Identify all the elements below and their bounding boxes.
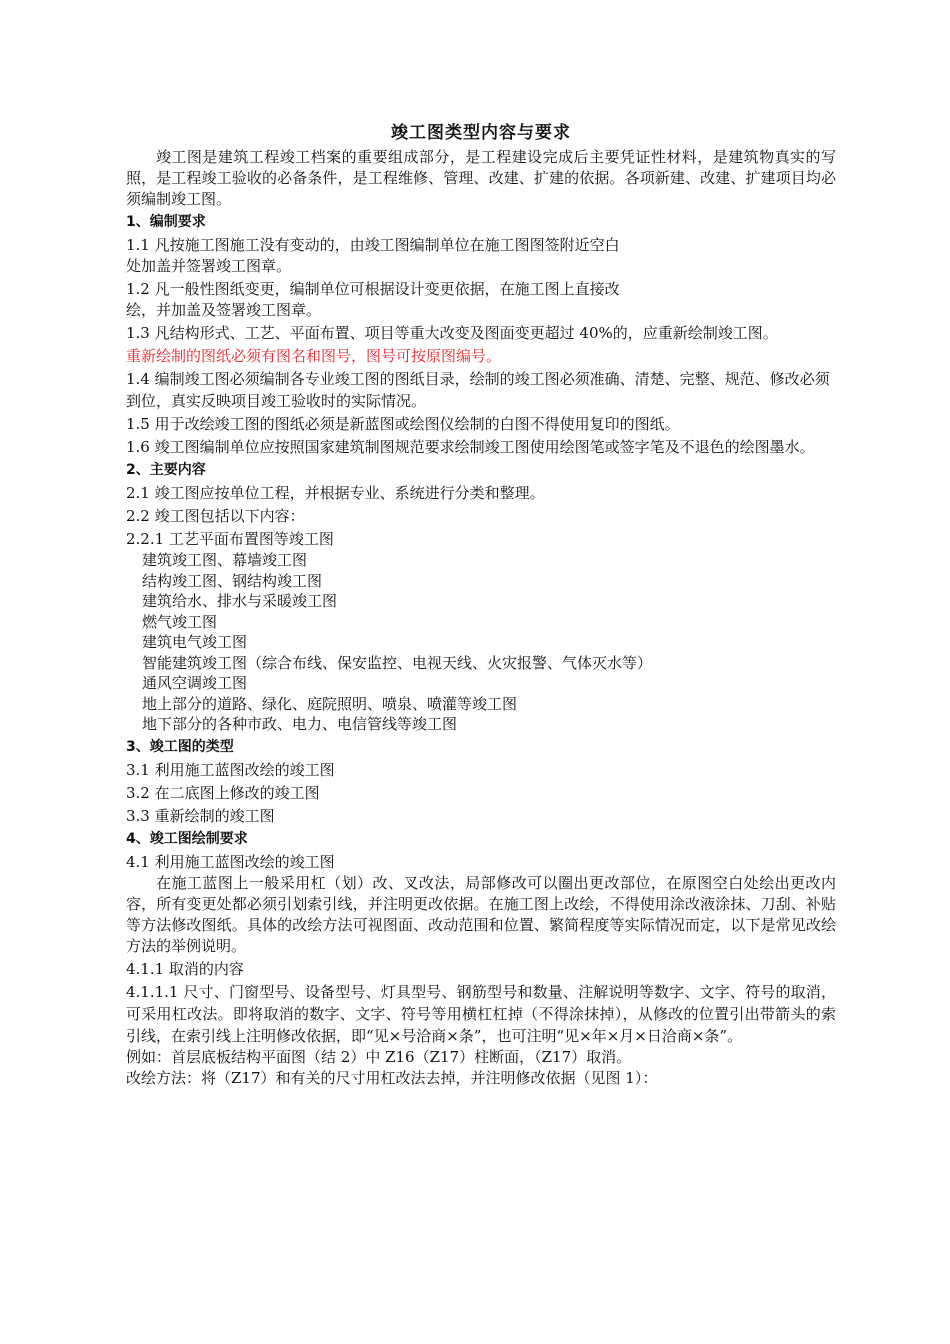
method-line: 改绘方法：将（Z17）和有关的尺寸用杠改法去掉，并注明修改依据（见图 1）： (126, 1068, 658, 1087)
item-1-1-line1: 1.1 凡按施工图施工没有变动的，由竣工图编制单位在施工图图签附近空白 (126, 236, 620, 254)
section-3-heading: 3、竣工图的类型 (126, 738, 234, 755)
item-3-2: 3.2 在二底图上修改的竣工图 (126, 783, 320, 802)
item-4-1-1: 4.1.1 取消的内容 (126, 959, 244, 978)
item-1-1-line2: 处加盖并签署竣工图章。 (126, 257, 292, 275)
list-item: 智能建筑竣工图（综合布线、保安监控、电视天线、火灾报警、气体灭水等） (142, 653, 653, 672)
item-4-1: 4.1 利用施工蓝图改绘的竣工图 (126, 852, 335, 871)
list-item: 建筑电气竣工图 (142, 633, 248, 651)
section-2-heading: 2、主要内容 (126, 462, 206, 478)
item-1-2-line1: 1.2 凡一般性图纸变更，编制单位可根据设计变更依据，在施工图上直接改 (126, 280, 620, 298)
item-4-1-paragraph: 在施工蓝图上一般采用杠（划）改、叉改法，局部修改可以圈出更改部位，在原图空白处绘出更改内容，所有变更处都必须引划索引线，并注明更改依据。在施工图上改绘，不得使用涂改液涂抹、刀刮、补贴等方法修改图纸。具体的改绘方法可视图面、改动范围和位置、繁简程度等实际情况而定，以下是常见改绘方法的举例说明。 (126, 873, 836, 955)
example-line: 例如：首层底板结构平面图（结 2）中 Z16（Z17）柱断面，（Z17）取消。 (126, 1047, 632, 1066)
list-item: 燃气竣工图 (142, 612, 218, 631)
list-item: 地下部分的各种市政、电力、电信管线等竣工图 (142, 715, 458, 733)
list-item: 建筑竣工图、幕墙竣工图 (142, 551, 308, 569)
item-2-2: 2.2 竣工图包括以下内容： (126, 507, 305, 525)
item-1-4: 1.4 编制竣工图必须编制各专业竣工图的图纸目录，绘制的竣工图必须准确、清楚、完整、规范、修改必须到位，真实反映项目竣工验收时的实际情况。 (126, 370, 830, 410)
item-4-1-1-1: 4.1.1.1 尺寸、门窗型号、设备型号、灯具型号、钢筋型号和数量、注解说明等数字、文字、符号的取消，可采用杠改法。即将取消的数字、文字、符号等用横杠杠掉（不得涂抹掉），从修改的位置引出带箭头的索引线，在索引线上注明修改依据，即“见×号洽商×条”，也可注明“见×年×月×日洽商×条”。 (126, 982, 836, 1045)
document-title: 竣工图类型内容与要求 (391, 123, 571, 143)
list-item: 地上部分的道路、绿化、庭院照明、喷泉、喷灌等竣工图 (142, 694, 518, 713)
list-item: 通风空调竣工图 (142, 674, 248, 692)
item-2-2-1: 2.2.1 工艺平面布置图等竣工图 (126, 530, 334, 548)
item-3-3: 3.3 重新绘制的竣工图 (126, 806, 275, 825)
list-item: 建筑给水、排水与采暖竣工图 (142, 592, 338, 610)
item-1-3: 1.3 凡结构形式、工艺、平面布置、项目等重大改变及图面变更超过 40%的，应重新绘制竣工图。 (126, 324, 778, 342)
red-note: 重新绘制的图纸必须有图名和图号，图号可按原图编号。 (126, 347, 502, 365)
list-item: 结构竣工图、钢结构竣工图 (142, 571, 323, 590)
section-4-heading: 4、竣工图绘制要求 (126, 830, 248, 847)
item-1-6: 1.6 竣工图编制单位应按照国家建筑制图规范要求绘制竣工图使用绘图笔或签字笔及不退色的绘图墨水。 (126, 438, 815, 456)
item-1-2-line2: 绘，并加盖及签署竣工图章。 (126, 301, 322, 319)
item-2-1: 2.1 竣工图应按单位工程，并根据专业、系统进行分类和整理。 (126, 484, 545, 502)
intro-paragraph: 竣工图是建筑工程竣工档案的重要组成部分，是工程建设完成后主要凭证性材料，是建筑物真实的写照，是工程竣工验收的必备条件，是工程维修、管理、改建、扩建的依据。各项新建、改建、扩建项目均必须编制竣工图。 (126, 148, 836, 208)
item-3-1: 3.1 利用施工蓝图改绘的竣工图 (126, 760, 335, 779)
document-body (126, 120, 836, 1089)
item-1-5: 1.5 用于改绘竣工图的图纸必须是新蓝图或绘图仪绘制的白图不得使用复印的图纸。 (126, 415, 680, 433)
section-1-heading: 1、编制要求 (126, 214, 206, 230)
